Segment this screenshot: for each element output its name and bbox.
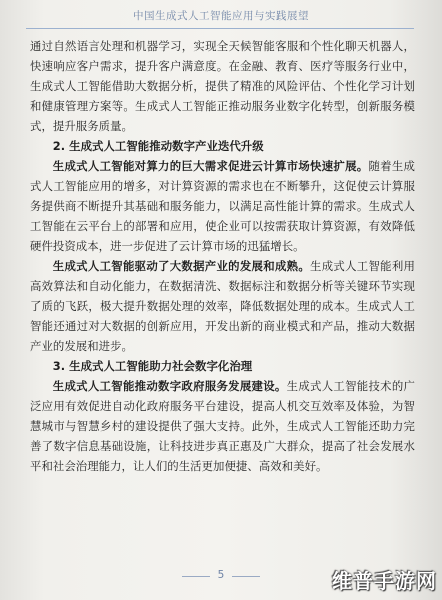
paragraph-big-data-lead: 生成式人工智能驱动了大数据产业的发展和成熟。 [52, 259, 311, 273]
paragraph-cloud-body: 随着生成式人工智能应用的增多，对计算资源的需求也在不断攀升，这促使云计算服务提供商不断提升其基础和服务能力，以满足高性能计算的需求。生成式人工智能在云平台上的部署和应用，使企业可以按需获取计算资源，有效降低硬件投资成本，进一步促进了云计算市场的迅猛增长。 [30, 159, 416, 253]
paragraph-government-lead: 生成式人工智能推动数字政府服务发展建设。 [52, 379, 287, 393]
paragraph-big-data [30, 256, 415, 356]
paragraph-digital-government [30, 376, 415, 476]
section-heading-3: 3. 生成式人工智能助力社会数字化治理 [52, 359, 253, 373]
paragraph-cloud-lead: 生成式人工智能对算力的巨大需求促进云计算市场快速扩展。 [52, 159, 369, 173]
paragraph-big-data-body: 生成式人工智能利用高效算法和自动化能力，在数据清洗、数据标注和数据分析等关键环节实现了质的飞跃，极大提升数据处理的效率，降低数据处理的成本。生成式人工智能还通过对大数据的创新应用，开发出新的商业模式和产品，推动大数据产业的发展和进步。 [30, 259, 415, 353]
header-title: 中国生成式人工智能应用与实践展望 [133, 10, 309, 22]
page-number: 5 [217, 569, 225, 581]
footer-rule-right [232, 576, 260, 577]
section-heading-2: 2. 生成式人工智能推动数字产业迭代升级 [52, 139, 264, 153]
paragraph-cloud-computing [30, 156, 415, 256]
paragraph-services: 通过自然语言处理和机器学习，实现全天候智能客服和个性化聊天机器人，快速响应客户需求，提升客户满意度。在金融、教育、医疗等服务行业中，生成式人工智能借助大数据分析，提供了精准的风险评估、个性化学习计划和健康管理方案等。生成式人工智能正推动服务业数字化转型，创新服务模式，提升服务质量。 [30, 39, 415, 133]
page-header [0, 0, 442, 30]
footer-rule-left [182, 576, 210, 577]
paragraph-government-body: 生成式人工智能技术的广泛应用有效促进自动化政府服务平台建设，提高人机交互效率及体验，为智慧城市与智慧乡村的建设提供了强大支持。此外，生成式人工智能还助力完善了数字信息基础设施，让科技进步真正惠及广大群众，提高了社会发展水平和社会治理能力，让人们的生活更加便捷、高效和美好。 [30, 379, 415, 473]
site-watermark: 维普手游网 [332, 569, 437, 593]
header-rule [26, 28, 414, 29]
body-text [30, 36, 415, 476]
